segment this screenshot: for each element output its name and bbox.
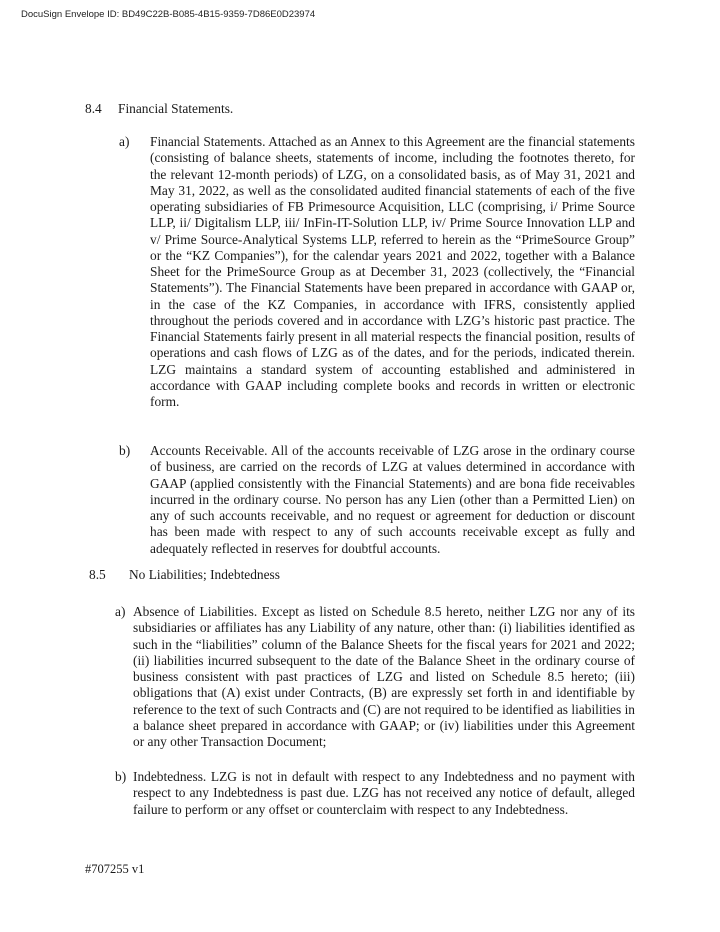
section-number: 8.4	[85, 101, 102, 116]
paragraph-text: Financial Statements. Attached as an Annex to this Agreement are the financial statements (consisting of balance sheets, statements of income, including the footnotes thereto, for the relevant 12-month periods) of LZG, on a consolidated basis, as of May 31, 2021 and May 31, 2022, as well as the consolidated audited financial statements of each of the five operating subsidiaries of FB Primesource Acquisition, LLC (comprising, i/ Prime Source LLP, ii/ Digitalism LLP, iii/ InFin-IT-Solution LLP, iv/ Prime Source Innovation LLP and v/ Prime Source-Analytical Systems LLP, referred to herein as the “PrimeSource Group” or the “KZ Companies”), for the calendar years 2021 and 2022, together with a Balance Sheet for the PrimeSource Group as at December 31, 2023 (collectively, the “Financial Statements”). The Financial Statements have been prepared in accordance with GAAP or, in the case of the KZ Companies, in accordance with IFRS, consistently applied throughout the periods covered and in accordance with LZG’s historic past practice. The Financial Statements fairly present in all material respects the financial position, results of operations and cash flows of LZG as of the dates, and for the periods, indicated therein. LZG maintains a standard system of accounting established and administered in accordance with GAAP including complete books and records in written or electronic form.	[150, 134, 635, 409]
paragraph-8-5-b	[115, 769, 635, 818]
paragraph-label: a)	[119, 134, 130, 149]
document-footer-id: #707255 v1	[85, 862, 145, 876]
section-number: 8.5	[89, 567, 106, 582]
paragraph-8-4-a	[119, 134, 635, 410]
paragraph-8-4-b	[119, 443, 635, 557]
paragraph-label: a)	[115, 604, 126, 619]
paragraph-8-5-a	[115, 604, 635, 750]
paragraph-text: Accounts Receivable. All of the accounts receivable of LZG arose in the ordinary course of business, are carried on the records of LZG at values determined in accordance with GAAP (applied consistently with the Financial Statements) and are bona fide receivables incurred in the ordinary course. No person has any Lien (other than a Permitted Lien) on any of such accounts receivable, and no request or agreement for deduction or discount has been made with respect to any of such accounts receivable except as fully and adequately reflected in reserves for doubtful accounts.	[150, 443, 635, 556]
paragraph-text: Absence of Liabilities. Except as listed on Schedule 8.5 hereto, neither LZG nor any of its subsidiaries or affiliates has any Liability of any nature, other than: (i) liabilities identified as such in the “liabilities” column of the Balance Sheets for the fiscal years for 2021 and 2022; (ii) liabilities incurred subsequent to the date of the Balance Sheet in the ordinary course of business consistent with past practices of LZG and listed on Schedule 8.5 hereto; (iii) obligations that (A) exist under Contracts, (B) are expressly set forth in and identifiable by reference to the text of such Contracts and (C) are not required to be identified as liabilities in a balance sheet prepared in accordance with GAAP; or (iv) liabilities under this Agreement or any other Transaction Document;	[133, 604, 635, 749]
section-title: No Liabilities; Indebtedness	[129, 567, 280, 582]
paragraph-text: Indebtedness. LZG is not in default with respect to any Indebtedness and no payment with respect to any Indebtedness is past due. LZG has not received any notice of default, alleged failure to perform or any offset or counterclaim with respect to any Indebtedness.	[133, 769, 635, 817]
paragraph-label: b)	[119, 443, 131, 458]
paragraph-label: b)	[115, 769, 127, 784]
docusign-envelope-id: DocuSign Envelope ID: BD49C22B-B085-4B15-9359-7D86E0D23974	[21, 9, 316, 20]
section-title: Financial Statements.	[118, 101, 234, 116]
